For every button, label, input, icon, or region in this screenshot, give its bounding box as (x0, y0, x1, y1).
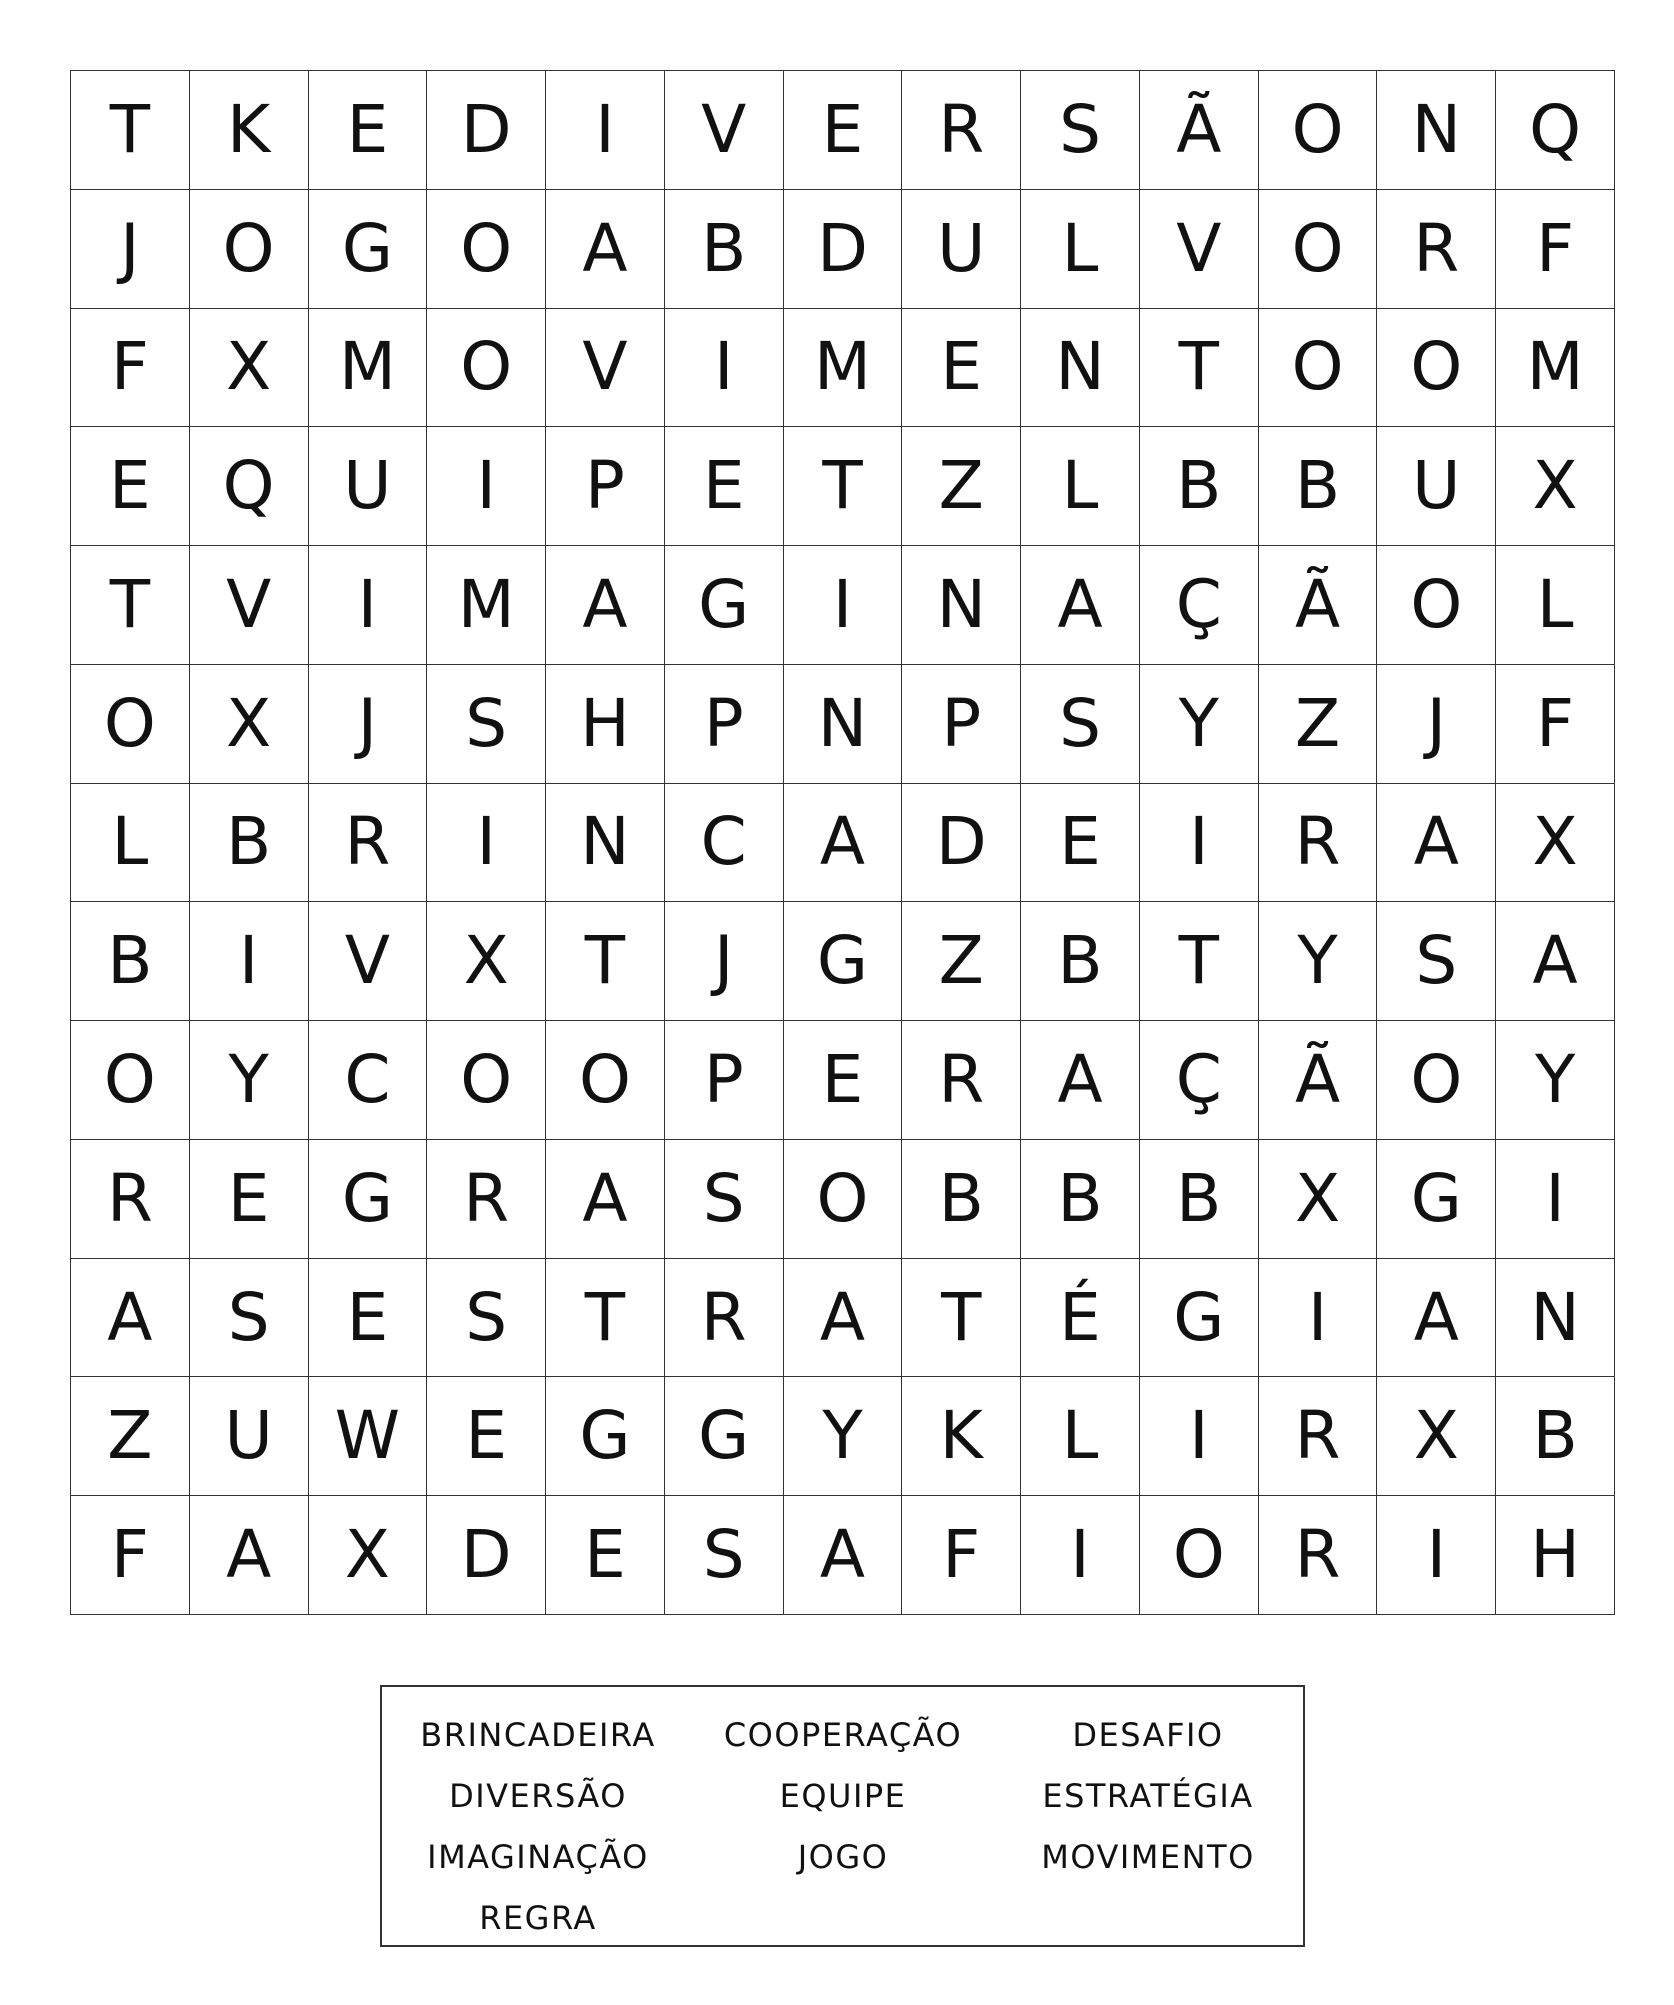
grid-cell[interactable]: R (71, 1140, 190, 1259)
grid-cell[interactable]: Y (190, 1021, 309, 1140)
grid-cell[interactable]: D (427, 71, 546, 190)
grid-cell[interactable]: I (784, 546, 903, 665)
grid-cell[interactable]: Q (190, 427, 309, 546)
grid-cell[interactable]: T (71, 71, 190, 190)
grid-cell[interactable]: U (309, 427, 428, 546)
grid-cell[interactable]: E (427, 1377, 546, 1496)
grid-cell[interactable]: A (190, 1496, 309, 1615)
grid-cell[interactable]: Y (1259, 902, 1378, 1021)
grid-cell[interactable]: O (1259, 309, 1378, 428)
grid-cell[interactable]: D (902, 784, 1021, 903)
word-item: REGRA (479, 1899, 597, 1937)
grid-cell[interactable]: K (902, 1377, 1021, 1496)
grid-cell[interactable]: L (71, 784, 190, 903)
grid-cell[interactable]: J (309, 665, 428, 784)
grid-cell[interactable]: O (1377, 309, 1496, 428)
grid-cell[interactable]: X (1259, 1140, 1378, 1259)
grid-cell[interactable]: Ã (1140, 71, 1259, 190)
grid-cell[interactable]: O (1377, 1021, 1496, 1140)
grid-cell[interactable]: P (902, 665, 1021, 784)
grid-cell[interactable]: N (902, 546, 1021, 665)
grid-cell[interactable]: S (427, 1259, 546, 1378)
word-bank-column (688, 1705, 998, 1949)
grid-cell[interactable]: V (1140, 190, 1259, 309)
grid-cell[interactable]: O (71, 665, 190, 784)
grid-cell[interactable]: X (1496, 427, 1615, 546)
word-bank-column (998, 1705, 1298, 1949)
grid-cell[interactable]: S (1021, 665, 1140, 784)
grid-cell[interactable]: E (784, 71, 903, 190)
grid-cell[interactable]: L (1496, 546, 1615, 665)
grid-cell[interactable]: S (1021, 71, 1140, 190)
grid-cell[interactable]: X (190, 309, 309, 428)
grid-cell[interactable]: Ç (1140, 546, 1259, 665)
grid-cell[interactable]: G (1140, 1259, 1259, 1378)
grid-cell[interactable]: T (784, 427, 903, 546)
grid-cell[interactable]: F (71, 1496, 190, 1615)
grid-cell[interactable]: Ç (1140, 1021, 1259, 1140)
grid-cell[interactable]: O (427, 190, 546, 309)
grid-cell[interactable]: E (71, 427, 190, 546)
grid-cell[interactable]: A (71, 1259, 190, 1378)
grid-cell[interactable]: R (1377, 190, 1496, 309)
grid-cell[interactable]: S (190, 1259, 309, 1378)
grid-cell[interactable]: E (665, 427, 784, 546)
grid-cell[interactable]: E (190, 1140, 309, 1259)
grid-cell[interactable]: R (1259, 784, 1378, 903)
grid-cell[interactable]: V (546, 309, 665, 428)
grid-cell[interactable]: A (1021, 546, 1140, 665)
grid-cell[interactable]: O (784, 1140, 903, 1259)
grid-cell[interactable]: I (1259, 1259, 1378, 1378)
grid-cell[interactable]: N (1496, 1259, 1615, 1378)
grid-cell[interactable]: I (665, 309, 784, 428)
word-bank-column (388, 1705, 688, 1949)
grid-cell[interactable]: S (427, 665, 546, 784)
grid-cell[interactable]: O (427, 1021, 546, 1140)
word-item: EQUIPE (779, 1777, 907, 1815)
grid-cell[interactable]: G (665, 1377, 784, 1496)
grid-cell[interactable]: A (546, 546, 665, 665)
grid-cell[interactable]: D (427, 1496, 546, 1615)
grid-cell[interactable]: F (902, 1496, 1021, 1615)
grid-cell[interactable]: I (1140, 1377, 1259, 1496)
grid-cell[interactable]: É (1021, 1259, 1140, 1378)
grid-cell[interactable]: U (902, 190, 1021, 309)
grid-cell[interactable]: M (1496, 309, 1615, 428)
grid-cell[interactable]: H (546, 665, 665, 784)
grid-cell[interactable]: B (1259, 427, 1378, 546)
grid-cell[interactable]: G (784, 902, 903, 1021)
grid-cell[interactable]: N (546, 784, 665, 903)
grid-cell[interactable]: N (1377, 71, 1496, 190)
grid-cell[interactable]: J (1377, 665, 1496, 784)
grid-cell[interactable]: U (1377, 427, 1496, 546)
grid-cell[interactable]: O (427, 309, 546, 428)
grid-cell[interactable]: O (1259, 190, 1378, 309)
grid-cell[interactable]: K (190, 71, 309, 190)
grid-cell[interactable]: R (902, 1021, 1021, 1140)
grid-cell[interactable]: O (1259, 71, 1378, 190)
grid-cell[interactable]: X (427, 902, 546, 1021)
grid-cell[interactable]: Z (71, 1377, 190, 1496)
grid-cell[interactable]: E (309, 71, 428, 190)
grid-cell[interactable]: A (1496, 902, 1615, 1021)
grid-cell[interactable]: L (1021, 427, 1140, 546)
word-item: DESAFIO (1072, 1716, 1224, 1754)
grid-cell[interactable]: G (309, 1140, 428, 1259)
grid-cell[interactable]: J (665, 902, 784, 1021)
word-item: DIVERSÃO (449, 1777, 627, 1815)
grid-cell[interactable]: S (665, 1140, 784, 1259)
grid-cell[interactable]: P (665, 1021, 784, 1140)
grid-cell[interactable]: I (546, 71, 665, 190)
grid-cell[interactable]: B (665, 190, 784, 309)
grid-cell[interactable]: B (1140, 1140, 1259, 1259)
grid-cell[interactable]: E (1021, 784, 1140, 903)
grid-cell[interactable]: A (784, 1259, 903, 1378)
grid-cell[interactable]: S (1377, 902, 1496, 1021)
grid-cell[interactable]: G (309, 190, 428, 309)
grid-cell[interactable]: R (309, 784, 428, 903)
grid-cell[interactable]: R (1259, 1496, 1378, 1615)
grid-cell[interactable]: X (1377, 1377, 1496, 1496)
word-item: COOPERAÇÃO (723, 1716, 963, 1754)
grid-cell[interactable]: T (1140, 902, 1259, 1021)
grid-cell[interactable]: N (1021, 309, 1140, 428)
grid-cell[interactable]: B (1021, 902, 1140, 1021)
grid-cell[interactable]: A (784, 1496, 903, 1615)
grid-cell[interactable]: P (546, 427, 665, 546)
grid-cell[interactable]: E (309, 1259, 428, 1378)
grid-cell[interactable]: H (1496, 1496, 1615, 1615)
grid-cell[interactable]: Q (1496, 71, 1615, 190)
grid-cell[interactable]: I (427, 784, 546, 903)
grid-cell[interactable]: G (546, 1377, 665, 1496)
grid-cell[interactable]: V (190, 546, 309, 665)
grid-cell[interactable]: A (546, 190, 665, 309)
grid-cell[interactable]: B (1496, 1377, 1615, 1496)
grid-cell[interactable]: R (902, 71, 1021, 190)
grid-cell[interactable]: E (784, 1021, 903, 1140)
word-bank (380, 1685, 1305, 1947)
grid-cell[interactable]: I (427, 427, 546, 546)
grid-cell[interactable]: Z (1259, 665, 1378, 784)
grid-cell[interactable]: G (1377, 1140, 1496, 1259)
word-item: JOGO (797, 1838, 889, 1876)
grid-cell[interactable]: L (1021, 190, 1140, 309)
grid-cell[interactable]: V (665, 71, 784, 190)
grid-cell[interactable]: U (190, 1377, 309, 1496)
word-item: IMAGINAÇÃO (427, 1838, 649, 1876)
grid-cell[interactable]: R (1259, 1377, 1378, 1496)
grid-cell[interactable]: T (1140, 309, 1259, 428)
grid-cell[interactable]: T (902, 1259, 1021, 1378)
grid-cell[interactable]: X (309, 1496, 428, 1615)
grid-cell[interactable]: B (1021, 1140, 1140, 1259)
grid-cell[interactable]: R (665, 1259, 784, 1378)
grid-cell[interactable]: T (546, 1259, 665, 1378)
grid-cell[interactable]: F (1496, 665, 1615, 784)
grid-cell[interactable]: O (1377, 546, 1496, 665)
grid-cell[interactable]: V (309, 902, 428, 1021)
grid-cell[interactable]: I (309, 546, 428, 665)
grid-cell[interactable]: X (1496, 784, 1615, 903)
grid-cell[interactable]: D (784, 190, 903, 309)
grid-cell[interactable]: O (546, 1021, 665, 1140)
grid-cell[interactable]: I (1377, 1496, 1496, 1615)
grid-cell[interactable]: E (902, 309, 1021, 428)
grid-cell[interactable]: Y (1496, 1021, 1615, 1140)
grid-cell[interactable]: I (1496, 1140, 1615, 1259)
grid-cell[interactable]: A (546, 1140, 665, 1259)
grid-cell[interactable]: B (190, 784, 309, 903)
grid-cell[interactable]: Ã (1259, 546, 1378, 665)
grid-cell[interactable]: R (427, 1140, 546, 1259)
grid-cell[interactable]: F (1496, 190, 1615, 309)
grid-cell[interactable]: C (309, 1021, 428, 1140)
grid-cell[interactable]: O (1140, 1496, 1259, 1615)
grid-cell[interactable]: I (1021, 1496, 1140, 1615)
grid-cell[interactable]: J (71, 190, 190, 309)
grid-cell[interactable]: A (1377, 1259, 1496, 1378)
grid-cell[interactable]: S (665, 1496, 784, 1615)
grid-cell[interactable]: B (1140, 427, 1259, 546)
letter-grid (70, 70, 1615, 1615)
grid-cell[interactable]: L (1021, 1377, 1140, 1496)
grid-cell[interactable]: E (546, 1496, 665, 1615)
grid-cell[interactable]: N (784, 665, 903, 784)
word-item: ESTRATÉGIA (1042, 1777, 1254, 1815)
grid-cell[interactable]: A (1021, 1021, 1140, 1140)
grid-cell[interactable]: M (427, 546, 546, 665)
grid-cell[interactable]: A (1377, 784, 1496, 903)
grid-cell[interactable]: X (190, 665, 309, 784)
grid-cell[interactable]: M (309, 309, 428, 428)
grid-cell[interactable]: O (190, 190, 309, 309)
grid-cell[interactable]: T (546, 902, 665, 1021)
grid-cell[interactable]: I (1140, 784, 1259, 903)
grid-cell[interactable]: B (902, 1140, 1021, 1259)
grid-cell[interactable]: Z (902, 427, 1021, 546)
grid-cell[interactable]: Ã (1259, 1021, 1378, 1140)
grid-cell[interactable]: B (71, 902, 190, 1021)
grid-cell[interactable]: M (784, 309, 903, 428)
grid-cell[interactable]: F (71, 309, 190, 428)
grid-cell[interactable]: G (665, 546, 784, 665)
grid-cell[interactable]: Z (902, 902, 1021, 1021)
grid-cell[interactable]: C (665, 784, 784, 903)
grid-cell[interactable]: I (190, 902, 309, 1021)
grid-cell[interactable]: Y (784, 1377, 903, 1496)
grid-cell[interactable]: A (784, 784, 903, 903)
grid-cell[interactable]: W (309, 1377, 428, 1496)
grid-cell[interactable]: T (71, 546, 190, 665)
grid-cell[interactable]: O (71, 1021, 190, 1140)
word-item: BRINCADEIRA (420, 1716, 656, 1754)
grid-cell[interactable]: P (665, 665, 784, 784)
word-item: MOVIMENTO (1041, 1838, 1255, 1876)
grid-cell[interactable]: Y (1140, 665, 1259, 784)
